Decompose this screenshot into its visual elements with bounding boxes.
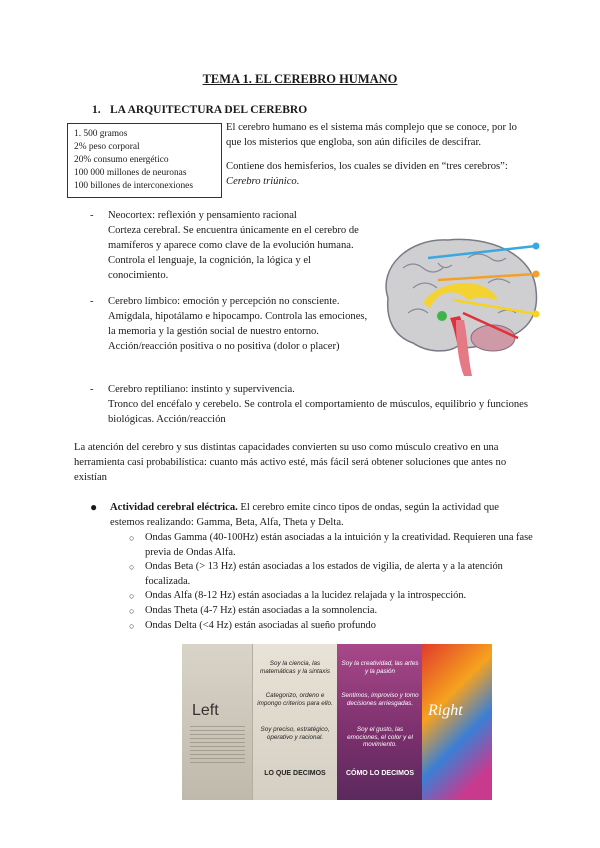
bullet-dot-icon: ● [90, 500, 98, 514]
poster-left-text-1: Soy la ciencia, las matemáticas y la sintaxis [260, 660, 330, 675]
bullet-dash: - [90, 384, 94, 395]
poster-right-panel [422, 644, 492, 800]
left-right-brain-poster [182, 644, 492, 800]
poster-left-label: Left [192, 702, 219, 719]
poster-left-footer: LO QUE DECIMOS [264, 770, 326, 777]
bullet-dash: - [90, 210, 94, 221]
poster-left-fineprint [190, 726, 245, 766]
pointer-dot-blue [533, 243, 540, 250]
activity-text: El cerebro emite cinco tipos de ondas, según la actividad que estemos realizando: Gamma, Beta, Alfa, Theta y Delta. [110, 502, 499, 528]
stat-line: 20% consumo energético [74, 155, 169, 165]
activity-bullet [90, 500, 530, 530]
bullet-head: Cerebro límbico: emoción y percepción no consciente. [108, 296, 340, 307]
circle-bullet-icon: ○ [129, 591, 135, 601]
bullet-body: Tronco del encéfalo y cerebelo. Se controla el comportamiento de músculos, equilibrio y funciones biológicas. Acción/reacción [108, 399, 528, 425]
circle-bullet-icon: ○ [129, 562, 135, 572]
poster-right-text-1: Soy la creatividad, las artes y la pasión [341, 660, 419, 675]
bullet-head: Cerebro reptiliano: instinto y supervivencia. [108, 384, 295, 395]
circle-bullet-icon: ○ [129, 621, 135, 631]
bullet-limbic [90, 294, 370, 354]
bullet-body: Amígdala, hipotálamo e hipocampo. Controla las emociones, la memoria y la gestión social de nuestro entorno. Acción/reacción positiva o no positiva (dolor o placer) [108, 311, 368, 352]
stat-line: 100 billones de interconexiones [74, 181, 193, 191]
wave-item: ○ Ondas Alfa (8-12 Hz) están asociadas a la lucidez relajada y la introspección. [145, 589, 545, 604]
bullet-body: Corteza cerebral. Se encuentra únicamente en el cerebro de mamíferos y aparece como clave de la evolución humana. Controla el lenguaje, la cognición, la lógica y el conocimiento. [108, 225, 359, 281]
wave-item: ○ Ondas Gamma (40-100Hz) están asociadas a la intuición y la creatividad. Requieren una fase previa de Ondas Alfa. [129, 532, 533, 558]
pointer-dot-orange [533, 271, 540, 278]
stat-line: 100 000 millones de neuronas [74, 168, 187, 178]
poster-left-text-3: Soy preciso, estratégico, operativo y racional. [260, 726, 330, 741]
pointer-dot-yellow [533, 311, 540, 318]
brain-stats-box [67, 123, 222, 198]
activity-title: Actividad cerebral eléctrica. [110, 502, 238, 513]
bullet-head: Neocortex: reflexión y pensamiento racional [108, 210, 297, 221]
bullet-neocortex [90, 208, 368, 283]
stat-line: 1. 500 gramos [74, 129, 128, 139]
poster-right-text-2: Sentimos, improviso y tomo decisiones arriesgadas. [341, 692, 419, 707]
poster-right-footer: CÓMO LO DECIMOS [345, 770, 415, 777]
poster-left-text-2: Categorizo, ordeno e impongo criterios para ello. [257, 692, 333, 707]
circle-bullet-icon: ○ [129, 606, 135, 616]
stat-line: 2% peso corporal [74, 142, 140, 152]
poster-right-text-3: Soy el gusto, las emociones, el color y el movimiento. [347, 726, 413, 748]
wave-item: ○ Ondas Theta (4-7 Hz) están asociadas a la somnolencia. [145, 604, 535, 619]
wave-item: ○ Ondas Beta (> 13 Hz) están asociadas a los estados de vigilia, de alerta y a la atención focalizada. [129, 561, 503, 587]
triune-term: Cerebro triúnico. [226, 176, 300, 187]
intro-paragraph: El cerebro humano es el sistema más complejo que se conoce, por lo que los misterios que engloba, son aún difíciles de descifrar. [226, 122, 517, 148]
cerebellum-shape [471, 325, 515, 351]
brain-illustration [368, 228, 548, 378]
intro-paragraph-2: Contiene dos hemisferios, los cuales se dividen en “tres cerebros”: Cerebro triúnico. [226, 161, 508, 187]
intro-text [226, 120, 521, 198]
amygdala-shape [437, 311, 447, 321]
wave-item: ○ Ondas Delta (<4 Hz) están asociadas al sueño profundo [145, 619, 535, 634]
page-title: TEMA 1. EL CEREBRO HUMANO [202, 72, 398, 86]
bullet-dash: - [90, 296, 94, 307]
poster-right-label: Right [428, 702, 463, 719]
section-number: 1. [92, 104, 101, 116]
circle-bullet-icon: ○ [129, 533, 135, 543]
bullet-reptilian [90, 382, 528, 427]
section-title: LA ARQUITECTURA DEL CEREBRO [110, 104, 308, 116]
section-heading [92, 104, 307, 116]
poster-left-panel [182, 644, 252, 800]
attention-paragraph: La atención del cerebro y sus distintas capacidades convierten su uso como músculo creativo en una herramienta casi probabilística: cuanto más activo esté, más fácil será obtener soluciones que antes no existían [74, 442, 507, 483]
